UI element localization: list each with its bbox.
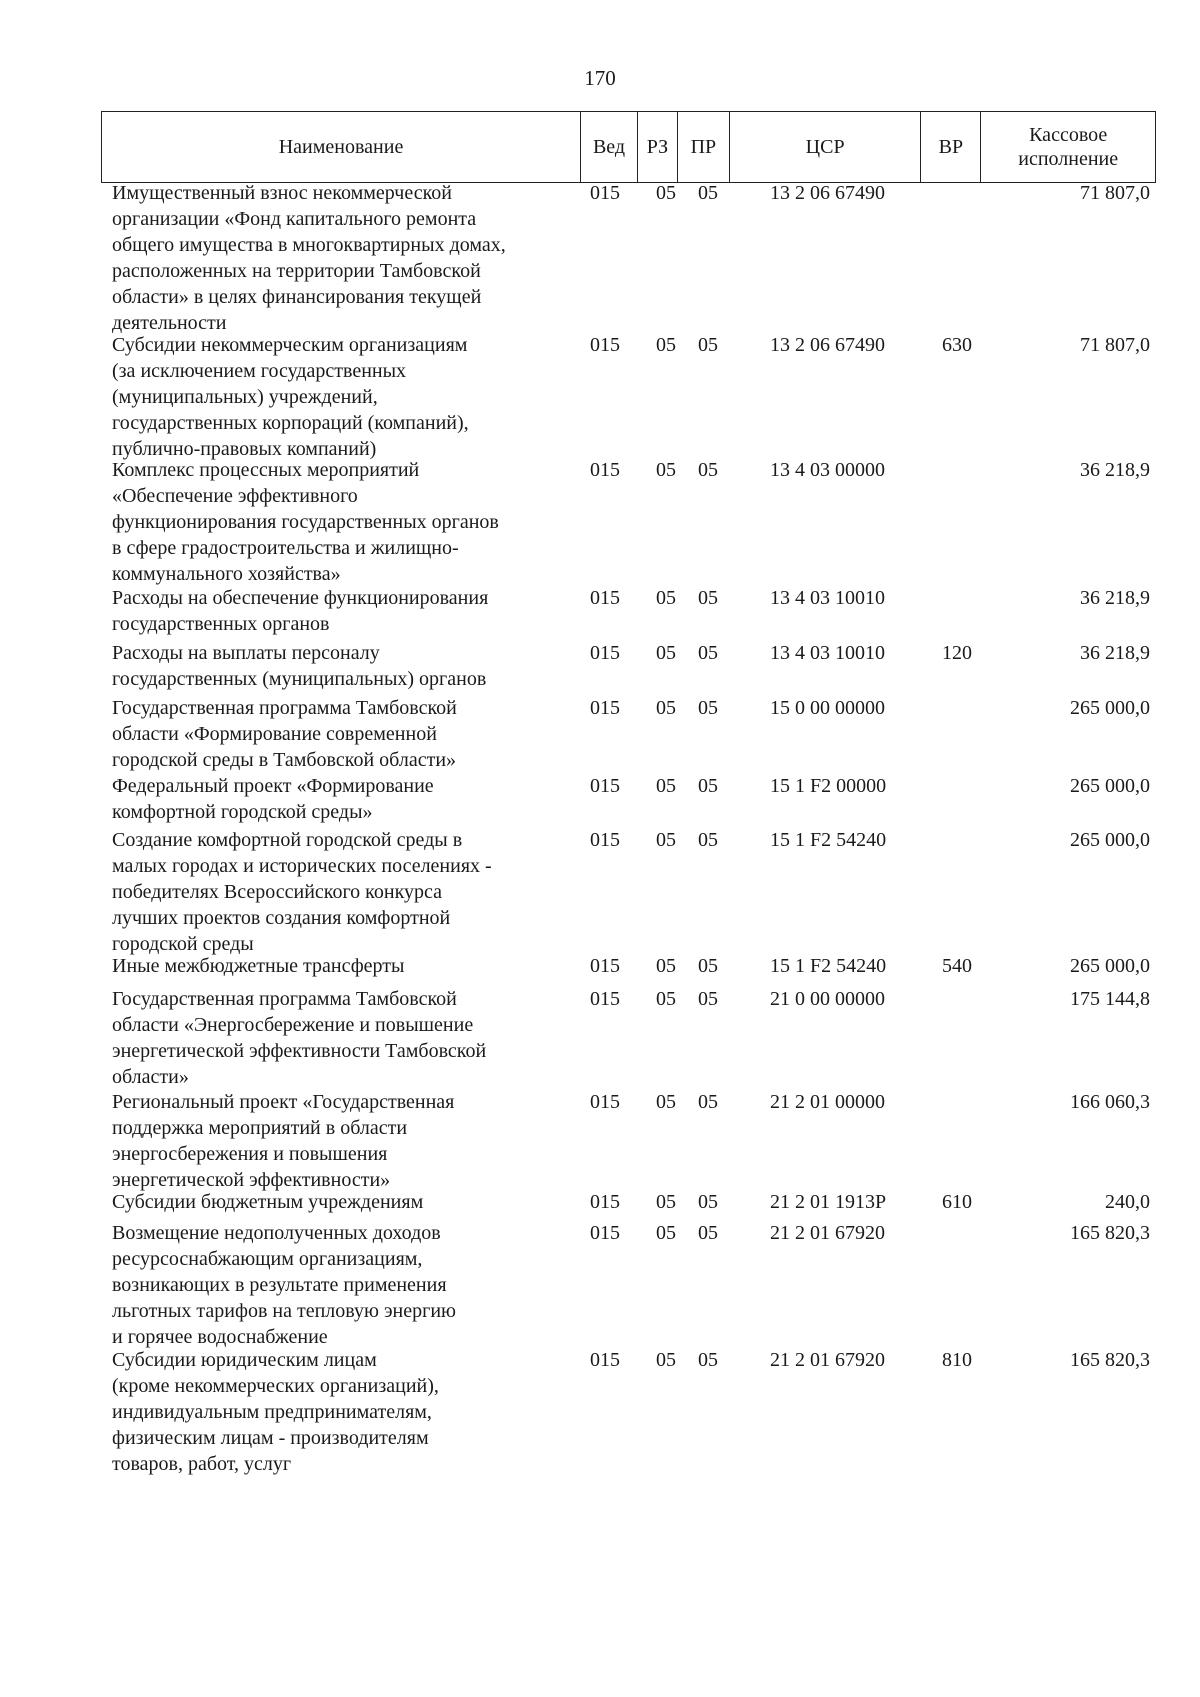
row-name	[112, 640, 567, 692]
row-vr: 120	[942, 642, 972, 664]
row-sum: 240,0	[1105, 1191, 1150, 1213]
row-name-line: области «Энергосбережение и повышение	[112, 1014, 474, 1036]
row-rz: 05	[656, 955, 676, 977]
row-name	[112, 457, 567, 587]
row-rz: 05	[656, 642, 676, 664]
row-name-line: Субсидии бюджетным учреждениям	[112, 1191, 424, 1213]
row-ved: 015	[590, 775, 620, 797]
row-name-line: Субсидии юридическим лицам	[112, 1349, 377, 1371]
row-name	[112, 953, 567, 979]
row-name-line: ресурсоснабжающим организациям,	[112, 1248, 423, 1270]
row-name-line: Региональный проект «Государственная	[112, 1091, 455, 1113]
row-ved: 015	[590, 587, 620, 609]
row-csr: 13 4 03 10010	[770, 642, 885, 664]
row-rz: 05	[656, 182, 676, 204]
row-name-line: городской среды в Тамбовской области»	[112, 749, 457, 771]
row-name-line: (за исключением государственных	[112, 360, 407, 382]
row-ved: 015	[590, 1091, 620, 1113]
row-name-line: индивидуальным предпринимателям,	[112, 1401, 432, 1423]
row-csr: 21 2 01 67920	[770, 1222, 885, 1244]
row-sum: 36 218,9	[1080, 587, 1150, 609]
header-sum-line2: исполнение	[1018, 148, 1119, 170]
row-rz: 05	[656, 829, 676, 851]
row-name-line: государственных корпораций (компаний),	[112, 412, 469, 434]
row-name-line: области «Формирование современной	[112, 723, 437, 745]
row-name-line: области» в целях финансирования текущей	[112, 286, 482, 308]
row-name-line: лучших проектов создания комфортной	[112, 907, 451, 929]
row-name	[112, 332, 567, 462]
row-pr: 05	[698, 182, 718, 204]
row-sum: 165 820,3	[1070, 1349, 1150, 1371]
row-rz: 05	[656, 587, 676, 609]
row-name-line: (муниципальных) учреждений,	[112, 386, 378, 408]
row-name-line: малых городах и исторических поселениях -	[112, 855, 492, 877]
row-name-line: победителях Всероссийского конкурса	[112, 881, 443, 903]
row-ved: 015	[590, 829, 620, 851]
row-name-line: комфортной городской среды»	[112, 801, 373, 823]
row-name	[112, 180, 567, 336]
row-pr: 05	[698, 1222, 718, 1244]
row-vr: 810	[942, 1349, 972, 1371]
row-name	[112, 1347, 567, 1477]
row-pr: 05	[698, 955, 718, 977]
row-rz: 05	[656, 334, 676, 356]
row-rz: 05	[656, 1349, 676, 1371]
row-name-line: энергетической эффективности Тамбовской	[112, 1040, 487, 1062]
row-name-line: области»	[112, 1066, 189, 1088]
row-vr: 540	[942, 955, 972, 977]
row-ved: 015	[590, 334, 620, 356]
row-name-line: функционирования государственных органов	[112, 511, 499, 533]
header-rz: РЗ	[638, 112, 678, 182]
row-vr: 630	[942, 334, 972, 356]
row-csr: 15 1 F2 54240	[770, 955, 887, 977]
header-name: Наименование	[102, 112, 581, 182]
row-sum: 36 218,9	[1080, 642, 1150, 664]
row-rz: 05	[656, 1191, 676, 1213]
row-name-line: Создание комфортной городской среды в	[112, 829, 463, 851]
row-name-line: энергетической эффективности»	[112, 1169, 391, 1191]
row-csr: 13 4 03 10010	[770, 587, 885, 609]
row-name	[112, 695, 567, 773]
row-csr: 15 1 F2 54240	[770, 829, 887, 851]
header-vr: ВР	[921, 112, 981, 182]
row-ved: 015	[590, 642, 620, 664]
row-pr: 05	[698, 459, 718, 481]
row-name-line: публично-правовых компаний)	[112, 438, 377, 460]
row-rz: 05	[656, 459, 676, 481]
row-ved: 015	[590, 1191, 620, 1213]
row-csr: 21 2 01 67920	[770, 1349, 885, 1371]
row-name-line: государственных органов	[112, 613, 330, 635]
row-sum: 265 000,0	[1070, 697, 1150, 719]
row-ved: 015	[590, 697, 620, 719]
row-pr: 05	[698, 642, 718, 664]
row-name-line: (кроме некоммерческих организаций),	[112, 1375, 439, 1397]
row-ved: 015	[590, 1222, 620, 1244]
row-name-line: Возмещение недополученных доходов	[112, 1222, 441, 1244]
row-sum: 71 807,0	[1080, 334, 1150, 356]
row-name-line: в сфере градостроительства и жилищно-	[112, 537, 459, 559]
row-name-line: и горячее водоснабжение	[112, 1326, 328, 1348]
row-name-line: расположенных на территории Тамбовской	[112, 260, 481, 282]
row-name-line: Расходы на выплаты персоналу	[112, 642, 380, 664]
row-pr: 05	[698, 988, 718, 1010]
row-name-line: деятельности	[112, 312, 227, 334]
row-pr: 05	[698, 334, 718, 356]
row-pr: 05	[698, 1191, 718, 1213]
row-name	[112, 986, 567, 1090]
row-sum: 165 820,3	[1070, 1222, 1150, 1244]
row-csr: 15 0 00 00000	[770, 697, 885, 719]
row-sum: 265 000,0	[1070, 829, 1150, 851]
row-csr: 13 2 06 67490	[770, 334, 885, 356]
row-name-line: физическим лицам - производителям	[112, 1427, 429, 1449]
row-name-line: льготных тарифов на тепловую энергию	[112, 1300, 456, 1322]
row-name-line: государственных (муниципальных) органов	[112, 668, 487, 690]
row-name-line: «Обеспечение эффективного	[112, 485, 358, 507]
row-name-line: Государственная программа Тамбовской	[112, 988, 457, 1010]
header-pr: ПР	[678, 112, 730, 182]
row-name-line: коммунального хозяйства»	[112, 563, 341, 585]
row-name-line: Субсидии некоммерческим организациям	[112, 334, 468, 356]
row-csr: 13 2 06 67490	[770, 182, 885, 204]
row-name-line: возникающих в результате применения	[112, 1274, 447, 1296]
row-csr: 21 2 01 00000	[770, 1091, 885, 1113]
header-csr: ЦСР	[730, 112, 922, 182]
row-csr: 15 1 F2 00000	[770, 775, 887, 797]
row-name-line: Государственная программа Тамбовской	[112, 697, 457, 719]
row-sum: 166 060,3	[1070, 1091, 1150, 1113]
row-rz: 05	[656, 697, 676, 719]
row-name	[112, 585, 567, 637]
row-name	[112, 1220, 567, 1350]
row-name-line: товаров, работ, услуг	[112, 1453, 292, 1475]
row-rz: 05	[656, 1091, 676, 1113]
row-pr: 05	[698, 1091, 718, 1113]
row-csr: 21 0 00 00000	[770, 988, 885, 1010]
row-rz: 05	[656, 988, 676, 1010]
row-ved: 015	[590, 955, 620, 977]
row-rz: 05	[656, 1222, 676, 1244]
row-pr: 05	[698, 775, 718, 797]
row-ved: 015	[590, 459, 620, 481]
row-ved: 015	[590, 1349, 620, 1371]
row-name-line: городской среды	[112, 933, 254, 955]
row-name	[112, 1189, 567, 1215]
header-sum-line1: Кассовое	[1029, 124, 1108, 146]
row-name-line: Иные межбюджетные трансферты	[112, 955, 405, 977]
row-pr: 05	[698, 697, 718, 719]
row-name-line: Комплекс процессных мероприятий	[112, 459, 420, 481]
header-sum	[981, 112, 1155, 182]
row-sum: 265 000,0	[1070, 955, 1150, 977]
header-ved: Вед	[581, 112, 638, 182]
row-name-line: Расходы на обеспечение функционирования	[112, 587, 489, 609]
row-csr: 21 2 01 1913P	[770, 1191, 887, 1213]
row-rz: 05	[656, 775, 676, 797]
row-pr: 05	[698, 587, 718, 609]
row-sum: 36 218,9	[1080, 459, 1150, 481]
row-csr: 13 4 03 00000	[770, 459, 885, 481]
table-header	[101, 111, 1156, 183]
row-ved: 015	[590, 182, 620, 204]
row-name	[112, 773, 567, 825]
page-number: 170	[584, 66, 616, 90]
row-pr: 05	[698, 829, 718, 851]
row-name-line: Имущественный взнос некоммерческой	[112, 182, 452, 204]
row-name-line: Федеральный проект «Формирование	[112, 775, 434, 797]
row-vr: 610	[942, 1191, 972, 1213]
row-sum: 175 144,8	[1070, 988, 1150, 1010]
row-sum: 71 807,0	[1080, 182, 1150, 204]
row-name	[112, 1089, 567, 1193]
row-name-line: организации «Фонд капитального ремонта	[112, 208, 477, 230]
row-name-line: энергосбережения и повышения	[112, 1143, 388, 1165]
row-name-line: общего имущества в многоквартирных домах,	[112, 234, 506, 256]
row-name	[112, 827, 567, 957]
row-sum: 265 000,0	[1070, 775, 1150, 797]
row-name-line: поддержка мероприятий в области	[112, 1117, 408, 1139]
row-ved: 015	[590, 988, 620, 1010]
row-pr: 05	[698, 1349, 718, 1371]
